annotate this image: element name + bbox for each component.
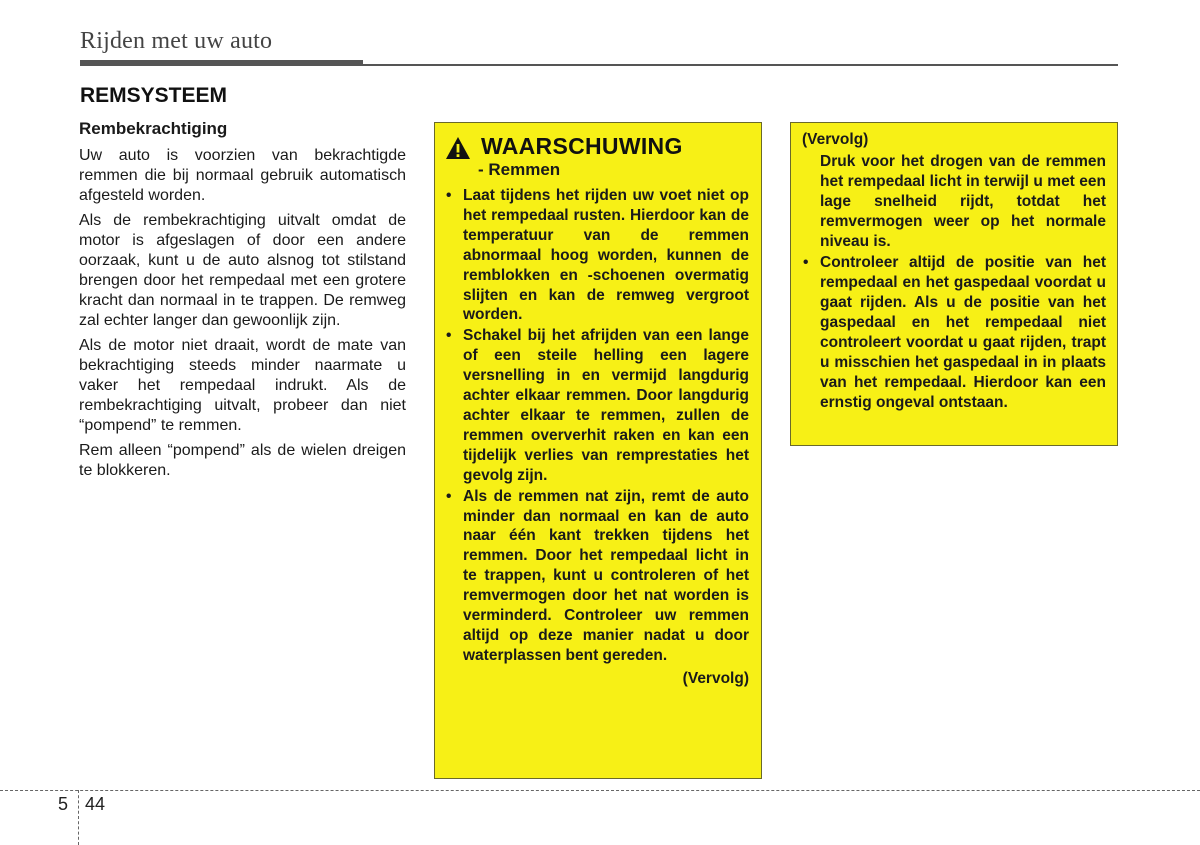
header-rule-thick xyxy=(80,60,363,66)
warning-header xyxy=(445,133,749,160)
section-title: REMSYSTEEM xyxy=(80,84,228,107)
header-rule-thin xyxy=(363,64,1118,66)
paragraph: Uw auto is voorzien van bekrachtigde remmen die bij normaal gebruik automatisch afgesteld worden. xyxy=(79,147,406,204)
chapter-title: Rijden met uw auto xyxy=(80,28,273,54)
page-number-divider xyxy=(78,790,79,845)
continued-paragraph: Druk voor het drogen van de remmen het rempedaal licht in terwijl u met een lage snelheid rijdt, totdat het remvermogen weer op het normale niveau is. xyxy=(820,152,1106,250)
warning-title: WAARSCHUWING xyxy=(481,133,683,159)
warning-item: • Als de remmen nat zijn, remt de auto minder dan normaal en kan de auto naar één kant trekken tijdens het remmen. Door het rempedaal licht in te trappen, kunt u controleren of het remvermogen door het nat worden is verminderd. Controleer uw remmen altijd op deze manier nadat u door waterplassen bent gereden. xyxy=(445,487,749,666)
warning-subtitle: - Remmen xyxy=(478,160,561,179)
chapter-number: 5 xyxy=(58,794,69,814)
continued-label: (Vervolg) xyxy=(802,131,869,148)
subheading: Rembekrachtiging xyxy=(79,119,228,138)
paragraph: Als de motor niet draait, wordt de mate van bekrachtiging steeds minder naarmate u vaker het rempedaal indrukt. Als de rembekrachtiging uitvalt, probeer dan niet “pompend” te remmen. xyxy=(79,337,406,434)
footer-divider xyxy=(0,790,1200,791)
continued-warning-box xyxy=(790,122,1118,446)
paragraph: Rem alleen “pompend” als de wielen dreigen te blokkeren. xyxy=(79,442,406,479)
continued-item: • Controleer altijd de positie van het rempedaal en het gaspedaal voordat u gaat rijden. Als u de positie van het gaspedaal en het rempedaal niet controleert voordat u gaat rijden, trapt u misschien het gaspedaal in in plaats van het rempedaal. Hierdoor kan een ernstig ongeval ontstaan. xyxy=(802,253,1106,412)
continued-list xyxy=(802,253,1106,412)
warning-box xyxy=(434,122,762,779)
warning-triangle-icon xyxy=(445,136,471,160)
continued-note: (Vervolg) xyxy=(682,669,749,687)
warning-item: • Laat tijdens het rijden uw voet niet op het rempedaal rusten. Hierdoor kan de temperatuur van de remmen abnormaal hoog worden, kunnen de remblokken en -schoenen overmatig slijten en kan de remweg vergroot worden. xyxy=(445,186,749,325)
page-number: 44 xyxy=(85,794,106,814)
warning-list xyxy=(445,186,749,666)
left-column xyxy=(79,118,406,486)
warning-item: • Schakel bij het afrijden van een lange of een steile helling een lagere versnelling in en vermijd langdurig achter elkaar remmen. Door langdurig achter elkaar te remmen, zullen de remmen oververhit raken en kan een tijdelijk verlies van remprestaties het gevolg zijn. xyxy=(445,326,749,485)
paragraph: Als de rembekrachtiging uitvalt omdat de motor is afgeslagen of door een andere oorzaak, kunt u de auto alsnog tot stilstand brengen door het rempedaal met een grotere kracht dan normaal in te trappen. De remweg zal echter langer dan gewoonlijk zijn. xyxy=(79,212,406,329)
